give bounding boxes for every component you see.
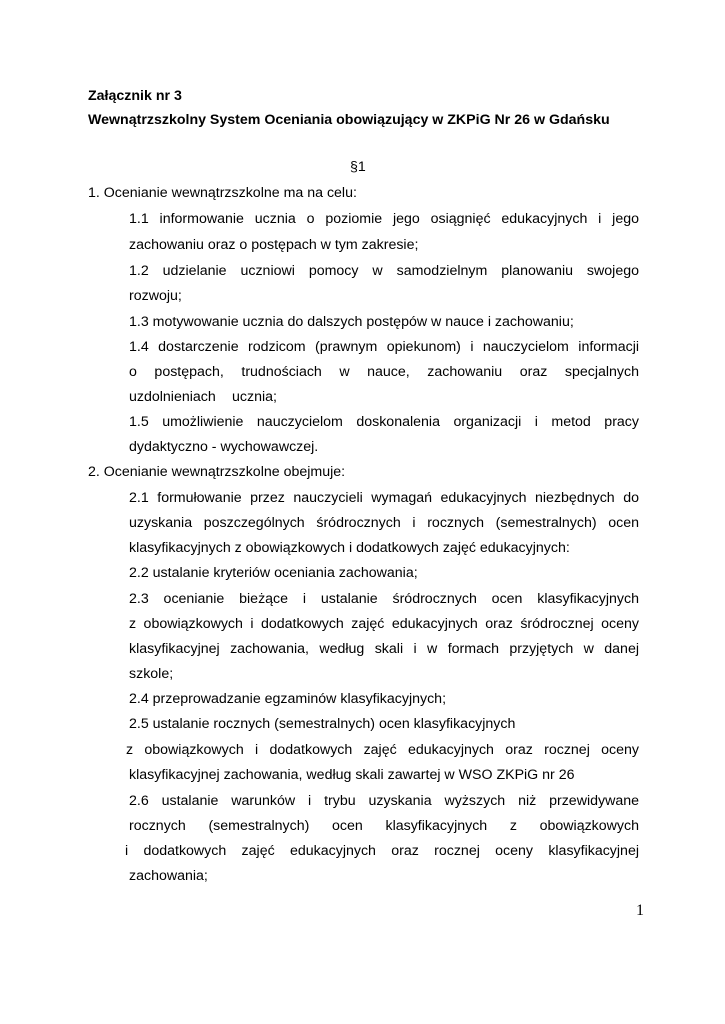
page-number: 1	[636, 902, 644, 919]
list-item: zachowania;	[129, 868, 208, 884]
list-item: 2.6 ustalanie warunków i trybu uzyskania wyższych niż przewidywane	[129, 793, 639, 809]
list-item: zachowaniu oraz o postępach w tym zakresie;	[129, 237, 419, 253]
list-item: rozwoju;	[129, 288, 182, 304]
list-item: rocznych (semestralnych) ocen klasyfikacyjnych z obowiązkowych	[129, 818, 639, 834]
list-item: klasyfikacyjnych z obowiązkowych i dodatkowych zajęć edukacyjnych:	[129, 540, 570, 556]
list-item: klasyfikacyjnej zachowania, według skali i w formach przyjętych w danej	[129, 641, 639, 657]
list-item: 2.4 przeprowadzanie egzaminów klasyfikacyjnych;	[129, 691, 447, 707]
section-heading: §1	[350, 159, 366, 175]
list-item: 1.2 udzielanie uczniowi pomocy w samodzielnym planowaniu swojego	[129, 263, 639, 279]
list-item: 1.5 umożliwienie nauczycielom doskonalenia organizacji i metod pracy	[129, 414, 639, 430]
list-item: z obowiązkowych i dodatkowych zajęć edukacyjnych oraz rocznej oceny	[126, 742, 639, 758]
list-item: z obowiązkowych i dodatkowych zajęć edukacyjnych oraz śródrocznej oceny	[129, 616, 639, 632]
list-item: 1. Ocenianie wewnątrzszkolne ma na celu:	[88, 185, 357, 201]
attachment-label: Załącznik nr 3	[88, 88, 182, 104]
list-item: i dodatkowych zajęć edukacyjnych oraz rocznej oceny klasyfikacyjnej	[125, 843, 639, 859]
list-item: 2.5 ustalanie rocznych (semestralnych) ocen klasyfikacyjnych	[129, 716, 516, 732]
list-item: o postępach, trudnościach w nauce, zachowaniu oraz specjalnych	[129, 364, 639, 380]
list-item: 2.1 formułowanie przez nauczycieli wymagań edukacyjnych niezbędnych do	[129, 490, 639, 506]
document-title: Wewnątrzszkolny System Oceniania obowiązujący w ZKPiG Nr 26 w Gdańsku	[88, 112, 610, 128]
list-item: 2.2 ustalanie kryteriów oceniania zachowania;	[129, 565, 418, 581]
list-item: klasyfikacyjnej zachowania, według skali zawartej w WSO ZKPiG nr 26	[129, 767, 575, 783]
list-item: 1.4 dostarczenie rodzicom (prawnym opiekunom) i nauczycielom informacji	[129, 339, 639, 355]
list-item: 1.1 informowanie ucznia o poziomie jego osiągnięć edukacyjnych i jego	[129, 211, 639, 227]
list-item: szkole;	[129, 666, 174, 682]
list-item: uzyskania poszczególnych śródrocznych i rocznych (semestralnych) ocen	[129, 515, 639, 531]
list-item: 2.3 ocenianie bieżące i ustalanie śródrocznych ocen klasyfikacyjnych	[129, 591, 639, 607]
list-item: 1.3 motywowanie ucznia do dalszych postępów w nauce i zachowaniu;	[129, 314, 574, 330]
list-item: uzdolnieniach ucznia;	[129, 389, 277, 405]
list-item: dydaktyczno - wychowawczej.	[129, 439, 319, 455]
list-item: 2. Ocenianie wewnątrzszkolne obejmuje:	[88, 464, 346, 480]
